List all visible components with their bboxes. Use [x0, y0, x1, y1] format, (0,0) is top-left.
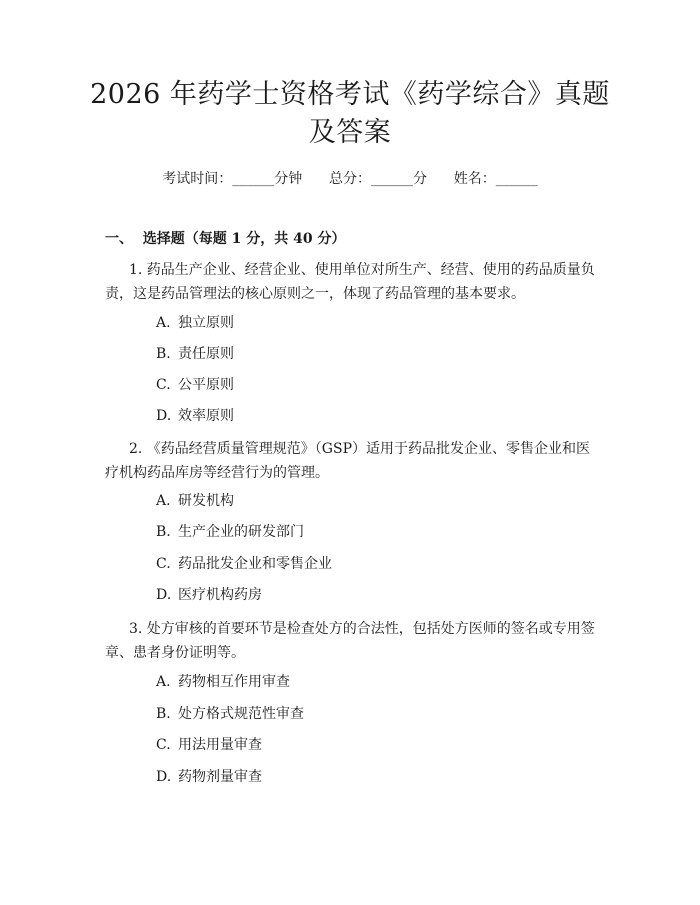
- option-text: 研发机构: [178, 493, 234, 509]
- question-2-text: 2. 《药品经营质量管理规范》（GSP）适用于药品批发企业、零售企业和医疗机构药品库房等经营行为的管理。: [105, 441, 591, 481]
- option-letter: A.: [156, 493, 171, 509]
- question-2-option-a: [156, 491, 234, 511]
- option-letter: A.: [156, 315, 171, 331]
- option-text: 药物相互作用审查: [178, 674, 290, 690]
- option-letter: B.: [156, 524, 171, 540]
- option-letter: B.: [156, 346, 171, 362]
- option-letter: D.: [156, 769, 172, 785]
- option-text: 药物剂量审查: [178, 769, 262, 785]
- question-1-option-d: [156, 406, 234, 426]
- question-1-option-b: [156, 344, 234, 364]
- option-text: 处方格式规范性审查: [178, 706, 304, 722]
- question-2-option-b: [156, 522, 304, 542]
- option-letter: C.: [156, 737, 171, 753]
- option-letter: A.: [156, 674, 171, 690]
- question-1-text: 1. 药品生产企业、经营企业、使用单位对所生产、经营、使用的药品质量负责，这是药品管理法的核心原则之一，体现了药品管理的基本要求。: [105, 262, 595, 302]
- option-text: 独立原则: [178, 315, 234, 331]
- option-text: 医疗机构药房: [178, 587, 262, 603]
- option-letter: B.: [156, 706, 171, 722]
- option-text: 药品批发企业和零售企业: [178, 556, 332, 572]
- option-letter: D.: [156, 408, 172, 424]
- option-text: 公平原则: [178, 377, 234, 393]
- option-letter: C.: [156, 377, 171, 393]
- option-text: 用法用量审查: [178, 737, 262, 753]
- question-3-option-c: [156, 735, 262, 755]
- section-heading: 一、 选择题（每题 1 分，共 40 分）: [105, 231, 346, 247]
- question-3-option-b: [156, 704, 304, 724]
- question-1-option-c: [156, 375, 234, 395]
- option-letter: C.: [156, 556, 171, 572]
- option-text: 效率原则: [178, 408, 234, 424]
- option-text: 责任原则: [178, 346, 234, 362]
- question-3-option-d: [156, 767, 262, 787]
- question-2-option-c: [156, 554, 332, 574]
- question-3-option-a: [156, 672, 290, 692]
- exam-info-line: 考试时间：______分钟 总分：______分 姓名：______: [162, 171, 538, 187]
- question-2-option-d: [156, 585, 262, 605]
- option-letter: D.: [156, 587, 172, 603]
- question-3-text: 3. 处方审核的首要环节是检查处方的合法性，包括处方医师的签名或专用签章、患者身份证明等。: [105, 621, 595, 661]
- option-text: 生产企业的研发部门: [178, 524, 304, 540]
- question-1-option-a: [156, 313, 234, 333]
- document-title: 2026 年药学士资格考试《药学综合》真题及答案: [90, 79, 610, 148]
